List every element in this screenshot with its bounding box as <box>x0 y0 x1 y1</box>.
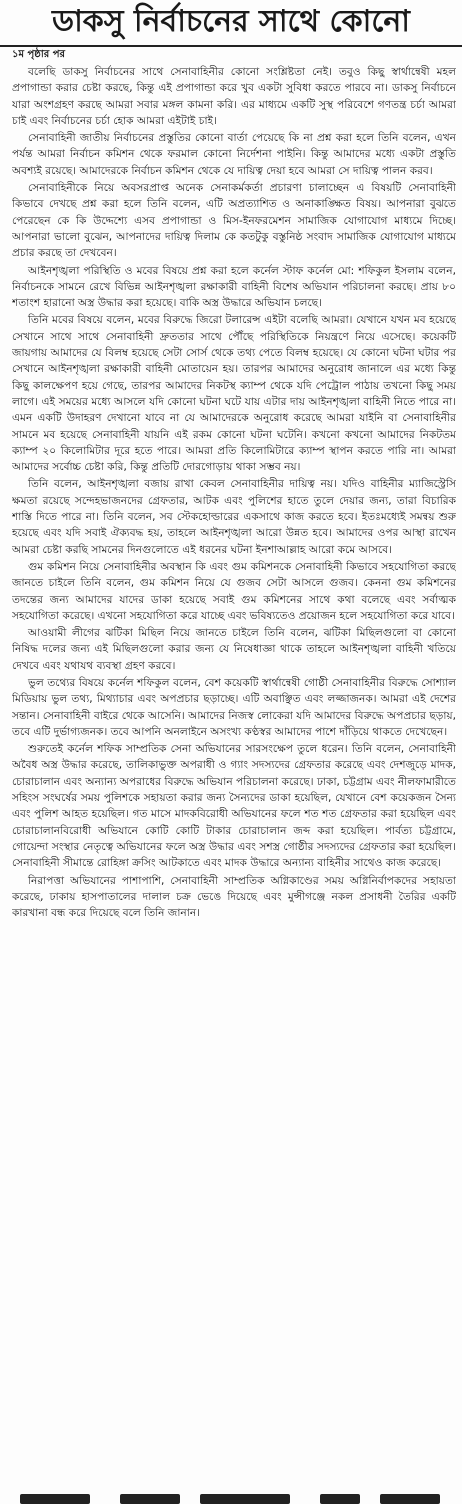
continued-from-label: ১ম পৃষ্ঠার পর <box>12 49 65 60</box>
headline-divider <box>0 45 462 47</box>
paragraph-10: শুরুতেই কর্নেল শফিক সাম্প্রতিক সেনা অভিযানের সারসংক্ষেপ তুলে ধরেন। তিনি বলেন, সেনাবাহিনী অবৈধ অস্ত্র উদ্ধার করেছে, তালিকাভুক্ত অপরাধী ও গ্যাং সদস্যদের গ্রেফতার করেছে এবং দেশজুড়ে মাদক, চোরাচালান এবং অন্যান্য অপরাধের বিরুদ্ধে অভিযান পরিচালনা করেছে। ঢাকা, চট্টগ্রাম এবং নীলফামারীতে সহিংস সংঘর্ষের সময় পুলিশকে সহায়তা করার জন্য সৈন্যদের ডাকা হয়েছিল, যেখানে বেশ কয়েকজন সৈন্য এবং পুলিশ আহত হয়েছিল। গত মাসে মাদকবিরোধী অভিযানের ফলে শত শত গ্রেফতার করা হয়েছিল এবং চোরাচালানবিরোধী অভিযানে কোটি কোটি টাকার চোরাচালান জব্দ করা হয়েছিল। পার্বত্য চট্টগ্রামে, গোয়েন্দা সংস্থার নেতৃত্বে অভিযানের ফলে অস্ত্র উদ্ধার এবং সশস্ত্র গোষ্ঠীর সদস্যদের গ্রেফতার করা হয়েছিল। সেনাবাহিনী সীমান্তে রোহিঙ্গা ক্রসিং আটকাতে এবং মাদক উদ্ধারে অন্যান্য বাহিনীর সাথেও কাজ করেছে। <box>12 743 456 870</box>
paragraph-1: বলেছি ডাকসু নির্বাচনের সাথে সেনাবাহিনীর কোনো সংশ্লিষ্টতা নেই। তবুও কিছু স্বার্থান্বেষী মহল প্রপাগান্ডা করার চেষ্টা করছে, কিন্তু এই প্রপাগান্ডা করে খুব একটা সুবিধা করতে পারবে না। ডাকসু নির্বাচনে যারা অংশগ্রহণ করছে আমরা সবার মঙ্গল কামনা করি। এর মাধ্যমে একটি সুস্থ পরিবেশে গণতন্ত্র চর্চা আমরা চাই এবং নির্বাচনের চর্চা হোক আমরা এইটাই চাই। <box>12 66 456 127</box>
paragraph-9: ভুল তথ্যের বিষয়ে কর্নেল শফিকুল বলেন, বেশ কয়েকটি স্বার্থান্বেষী গোষ্ঠী সেনাবাহিনীর বিরুদ্ধে সোশ্যাল মিডিয়ায় ভুল তথ্য, মিথ্যাচার এবং অপপ্রচার ছড়াচ্ছে। এটি অবাঞ্ছিত এবং লজ্জাজনক। আমরা এই দেশের সন্তান। সেনাবাহিনী বাইরে থেকে আসেনি। আমাদের নিজস্ব লোকেরা যদি আমাদের বিরুদ্ধে অপপ্রচার ছড়ায়, তবে এটি দুর্ভাগ্যজনক। তবে আপনি অনলাইনে অসংখ্য কণ্ঠস্বর আমাদের পাশে দাঁড়িয়ে থাকতে দেখেছেন। <box>12 676 456 738</box>
paragraph-8: আওয়ামী লীগের ঝটিকা মিছিল নিয়ে জানতে চাইলে তিনি বলেন, ঝটিকা মিছিলগুলো বা কোনো নিষিদ্ধ দলের জন্য এই মিছিলগুলো করার জন্য যে নিষেধাজ্ঞা থাকে তাহলে আইনশৃঙ্খলা বাহিনী খতিয়ে দেখবে এবং যথাযথ ব্যবস্থা গ্রহণ করবে। <box>12 627 456 672</box>
article-body <box>12 64 456 1489</box>
cropped-next-headline <box>0 1492 462 1504</box>
paragraph-4: আইনশৃঙ্খলা পরিস্থিতি ও মবের বিষয়ে প্রশ্ন করা হলে কর্নেল স্টাফ কর্নেল মো: শফিকুল ইসলাম বলেন, নির্বাচনকে সামনে রেখে বিভিন্ন আইনশৃঙ্খলা রক্ষাকারী বাহিনী বিশেষ অভিযান পরিচালনা করছে। প্রায় ৮০ শতাংশ হারানো অস্ত্র উদ্ধার করা হয়েছে। বাকি অস্ত্র উদ্ধারে অভিযান চলছে। <box>12 264 456 310</box>
paragraph-6: তিনি বলেন, আইনশৃঙ্খলা বজায় রাখা কেবল সেনাবাহিনীর দায়িত্ব নয়। যদিও বাহিনীর ম্যাজিস্ট্রেসি ক্ষমতা রয়েছে সন্দেহভাজনদের গ্রেফতার, আটক এবং পুলিশের হাতে তুলে দেয়ার জন্য, তারা বিচারিক শাস্তি দিতে পারে না। তিনি বলেন, সব স্টেকহোল্ডারের একসাথে কাজ করতে হবে। ইতঃমধ্যেই সমন্বয় শুরু হয়েছে এবং যদি সবাই ঐক্যবদ্ধ হয়, তাহলে আইনশৃঙ্খলা আরো উন্নত হবে। আমাদের ওপর আস্থা রাখেন আমরা চেষ্টা করছি সামনের দিনগুলোতে এই ধরনের ঘটনা ইনশাআল্লাহ আরো কমে আসবে। <box>12 478 456 556</box>
paragraph-7: গুম কমিশন নিয়ে সেনাবাহিনীর অবস্থান কি এবং গুম কমিশনকে সেনাবাহিনী কিভাবে সহযোগিতা করছে জানতে চাইলে তিনি বলেন, গুম কমিশন নিয়ে যে গুজব সেটা আসলে গুজব। কেননা গুম কমিশনের তদন্তের জন্য আমাদের যাদের ডাকা হয়েছে সবাই গুম কমিশনের সাথে কথা বলেছে এবং সর্বাত্মক সহযোগিতা করেছে। এখনো সহযোগিতা করে যাচ্ছে এবং ভবিষ্যতেও প্রয়োজন হলে সহযোগিতা করে যাবে। <box>12 560 456 622</box>
paragraph-3: সেনাবাহিনীকে নিয়ে অবসরপ্রাপ্ত অনেক সেনাকর্মকর্তা প্রচারণা চালাচ্ছেন এ বিষয়টি সেনাবাহিনী কিভাবে দেখছে প্রশ্ন করা হলে তিনি বলেন, এটি অপ্রত্যাশিত ও অনাকাঙ্ক্ষিত বিষয়। আপনারা বুঝতে পেরেছেন কে কি উদ্দেশ্যে এসব প্রপাগান্ডা ও মিস-ইনফরমেশন সামাজিক যোগাযোগ মাধ্যমে দিচ্ছে। আপনারা ভালো বুঝেন, আপনাদের দায়িত্ব দিলাম কে কতটুকু বস্তুনিষ্ঠ সংবাদ সামাজিক যোগাযোগ মাধ্যমে প্রচার করছে তা দেখবেন। <box>12 182 456 260</box>
paragraph-5: তিনি মবের বিষয়ে বলেন, মবের বিরুদ্ধে জিরো টলারেন্স এইটা বলেছি আমরা। যেখানে যখন মব হয়েছে সেখানে সাথে সাথে সেনাবাহিনী দ্রুততার সাথে পৌঁছে পরিস্থিতিকে নিয়ন্ত্রণে নিয়ে এসেছে। কয়েকটি জায়গায় আমাদের যে বিলম্ব হয়েছে সেটা সোর্স থেকে তথ্য পেতে বিলম্ব হয়েছে। যে কোনো ঘটনা ঘটার পর সেখানে আইনশৃঙ্খলা রক্ষাকারী বাহিনী মোতায়েন হয়। তারপর আমাদের অনুরোধ জানালে এর মধ্যে কিন্তু কিছু কালক্ষেপণ হয়ে গেছে, তারপর আমাদের নিকটস্থ ক্যাম্প থেকে যদি পেট্রোল পাঠায় তখনো কিছু সময় লাগে। এই সময়ের মধ্যে আসলে যদি কোনো ঘটনা ঘটে যায় এটার দায় আইনশৃঙ্খলা বাহিনী নিতে পারে না। এমন একটি উদাহরণ দেখানো যাবে না যে আমাদেরকে অনুরোধ করেছে আমরা যাইনি বা সেনাবাহিনীর সামনে মব হয়েছে সেনাবাহিনী যায়নি এই রকম কোনো ঘটনা ঘটেনি। কখনো কখনো আমাদের নিকটতম ক্যাম্প ২০ কিলোমিটার দূরে হতে পারে। আমরা প্রতি কিলোমিটারে ক্যাম্প স্থাপন করতে পারি না। আমরা আমাদের সর্বোচ্চ চেষ্টা করি, কিন্তু প্রতিটি দোরগোড়ায় থাকা সম্ভব নয়। <box>12 314 456 474</box>
paragraph-11: নিরাপত্তা অভিযানের পাশাপাশি, সেনাবাহিনী সাম্প্রতিক অগ্নিকাণ্ডের সময় অগ্নিনির্বাপকদের সহায়তা করেছে, ঢাকায় হাসপাতালের দালাল চক্র ভেঙে দিয়েছে এবং মুন্সীগঞ্জে নকল প্রসাধনী তৈরির একটি কারখানা বন্ধ করে দিয়েছে বলে তিনি জানান। <box>12 874 456 920</box>
headline: ডাকসু নির্বাচনের সাথে কোনো <box>52 4 410 39</box>
paragraph-2: সেনাবাহিনী জাতীয় নির্বাচনের প্রস্তুতির কোনো বার্তা পেয়েছে কি না প্রশ্ন করা হলে তিনি বলেন, এখন পর্যন্ত আমরা নির্বাচন কমিশন থেকে ফরমাল কোনো নির্দেশনা পাইনি। কিন্তু আমাদের মধ্যে একটা প্রস্তুতি অবশ্যই রয়েছে। আমাদেরকে নির্বাচন কমিশন থেকে যে দায়িত্ব দেয়া হবে আমরা সে দায়িত্ব পালন করব। <box>12 132 456 177</box>
